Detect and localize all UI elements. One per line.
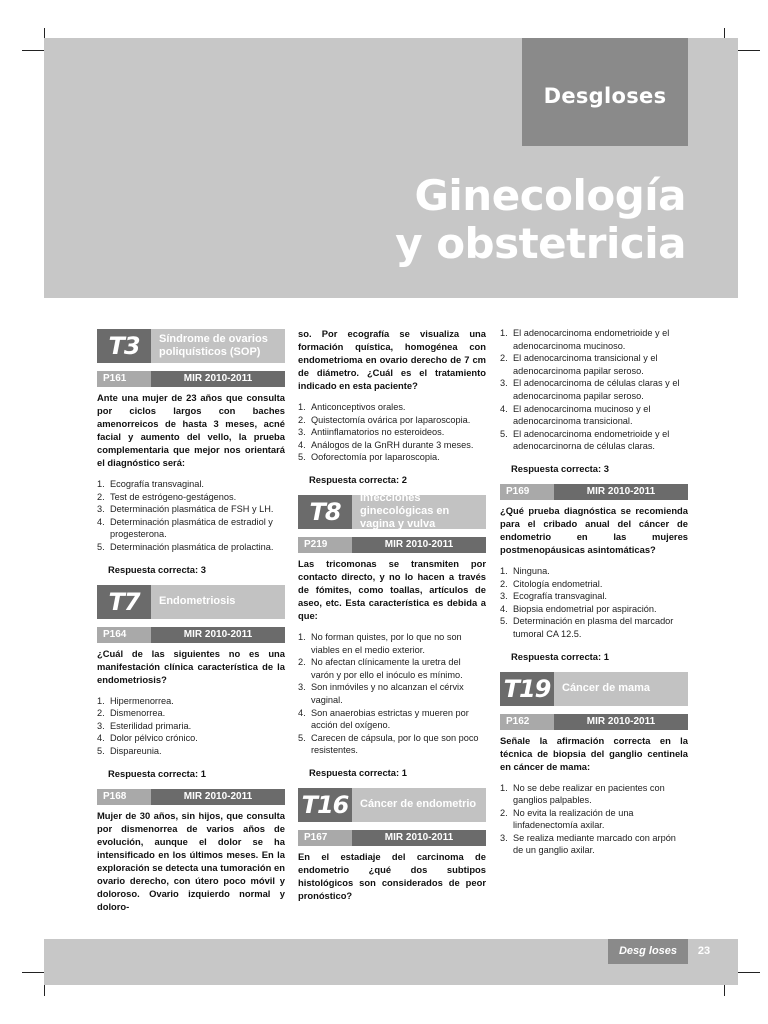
option-item: 2. No afectan clínicamente la uretra del varón y por ello el inóculo es mínimo. [298, 657, 463, 680]
option-item: 2. Quistectomía ovárica por laparoscopia. [298, 414, 471, 425]
question-exam: MIR 2010-2011 [151, 789, 285, 805]
option-item: 1. El adenocarcinoma endometrioide y el adenocarcinoma mucinoso. [500, 328, 670, 351]
question-number: P168 [97, 789, 151, 805]
option-item: 2. Dismenorrea. [97, 708, 166, 719]
column-1 [97, 327, 285, 913]
option-item: 5. Determinación plasmática de prolactina. [97, 541, 274, 552]
option-item: 3. Se realiza mediante marcado con arpón de un ganglio axilar. [500, 832, 676, 856]
option-item: 5. El adenocarcinoma endometrioide y el adenocarcinorna de células claras. [500, 428, 670, 452]
question-bar-p167 [298, 830, 486, 846]
correct-answer: Respuesta correcta: 2 [309, 473, 407, 485]
question-bar-p162 [500, 714, 688, 730]
topic-header-t8 [298, 492, 486, 531]
question-stem-continued: so. Por ecografía se visualiza una formación quística, homogénea con endometrioma en ovario derecho de 7 cm de diámetro. ¿Cuál es el tratamiento indicado en esta paciente? [298, 328, 486, 391]
option-item: 5. Dispareunia. [97, 745, 162, 756]
option-item: 4. Análogos de la GnRH durante 3 meses. [298, 439, 474, 450]
topic-header-t7 [97, 585, 285, 619]
topic-name: Cáncer de endometrio [352, 788, 486, 822]
question-bar-p161 [97, 371, 285, 387]
crop-mark [738, 972, 760, 973]
topic-code: T8 [298, 495, 352, 529]
question-number: P169 [500, 484, 554, 500]
option-item: 1. Ninguna. [500, 565, 550, 576]
question-bar-p219 [298, 537, 486, 553]
question-stem: Mujer de 30 años, sin hijos, que consulta por dismenorrea de varios años de evolución, aunque el dolor se ha intensificado en los últimos meses. En la exploración se detecta una tumoración en ovario derecho, con útero poco móvil y doloroso. Ovario izquierdo normal y doloro- [97, 809, 285, 912]
page-title [395, 172, 686, 268]
question-exam: MIR 2010-2011 [554, 484, 688, 500]
question-exam: MIR 2010-2011 [151, 627, 285, 643]
option-list [298, 631, 486, 757]
option-list [500, 565, 688, 641]
option-list [97, 478, 285, 554]
question-stem: ¿Cuál de las siguientes no es una manifestación clínica característica de la endometriosis? [97, 647, 285, 685]
correct-answer: Respuesta correcta: 1 [309, 766, 407, 778]
option-item: 4. Determinación plasmática de estradiol y progesterona. [97, 516, 273, 540]
question-number: P161 [97, 371, 151, 387]
option-item: 5. Carecen de cápsula, por lo que son poco resistentes. [298, 732, 479, 756]
option-item: 3. Antiinflamatorios no esteroideos. [298, 427, 445, 438]
topic-header-t3 [97, 329, 285, 363]
topic-name: Cáncer de mama [554, 672, 688, 706]
page-title-line-1: Ginecología [414, 171, 686, 220]
footer-section-label: Desg loses [608, 939, 688, 964]
column-3 [500, 327, 688, 857]
question-stem: Señale la afirmación correcta en la técnica de biopsia del ganglio centinela en cáncer de mama: [500, 734, 688, 772]
option-item: 5. Determinación en plasma del marcador tumoral CA 12.5. [500, 616, 674, 639]
option-item: 3. El adenocarcinoma de células claras y el adenocarcinoma papilar seroso. [500, 378, 680, 401]
topic-name: Endometriosis [151, 585, 285, 619]
question-number: P162 [500, 714, 554, 730]
option-item: 3. Determinación plasmática de FSH y LH. [97, 504, 274, 515]
question-bar-p168 [97, 789, 285, 805]
correct-answer: Respuesta correcta: 1 [511, 650, 609, 662]
option-list [500, 782, 688, 858]
question-number: P219 [298, 537, 352, 553]
correct-answer: Respuesta correcta: 3 [511, 462, 609, 474]
question-stem: Ante una mujer de 23 años que consulta por ciclos largos con baches amenorreicos de hasta 3 meses, acné facial y aumento del vello, la prueba complementaria que mejor nos orientará el diagnóstico será: [97, 392, 285, 468]
question-exam: MIR 2010-2011 [352, 830, 486, 846]
option-item: 1. No forman quistes, por lo que no son viables en el medio exterior. [298, 631, 462, 655]
topic-code: T3 [97, 329, 151, 363]
topic-header-t16 [298, 788, 486, 822]
option-list [97, 695, 285, 758]
option-item: 3. Ecografía transvaginal. [500, 591, 607, 602]
option-item: 2. El adenocarcinoma transicional y el adenocarcinoma papilar seroso. [500, 353, 658, 376]
crop-mark [22, 972, 44, 973]
option-item: 2. Test de estrógeno-gestágenos. [97, 491, 237, 502]
topic-code: T7 [97, 585, 151, 619]
option-list [298, 401, 486, 464]
question-stem: En el estadiaje del carcinoma de endometrio ¿qué dos subtipos histológicos son considerados de peor pronóstico? [298, 850, 486, 901]
option-item: 4. Biopsia endometrial por aspiración. [500, 603, 657, 614]
question-bar-p169 [500, 484, 688, 500]
topic-name: Síndrome de ovarios poliquísticos (SOP) [151, 329, 285, 363]
option-item: 2. No evita la realización de una linfadenectomía axilar. [500, 807, 634, 831]
question-exam: MIR 2010-2011 [151, 371, 285, 387]
crop-mark [738, 50, 760, 51]
option-item: 2. Citología endometrial. [500, 578, 603, 589]
option-item: 1. Hipermenorrea. [97, 695, 174, 706]
option-item: 4. El adenocarcinoma mucinoso y el adenocarcinoma transicional. [500, 403, 651, 427]
page-title-line-2: y obstetricia [395, 219, 686, 268]
question-stem: ¿Qué prueba diagnóstica se recomienda para el cribado anual del cáncer de endometrio en las mujeres postmenopáusicas asintomáticas? [500, 504, 688, 555]
option-item: 4. Dolor pélvico crónico. [97, 733, 198, 744]
correct-answer: Respuesta correcta: 3 [108, 563, 206, 575]
page-number: 23 [697, 945, 711, 957]
question-number: P164 [97, 627, 151, 643]
question-number: P167 [298, 830, 352, 846]
option-item: 1. Ecografía transvaginal. [97, 479, 204, 489]
question-bar-p164 [97, 627, 285, 643]
question-exam: MIR 2010-2011 [352, 537, 486, 553]
topic-code: T16 [298, 788, 352, 822]
option-item: 1. Anticonceptivos orales. [298, 402, 406, 412]
option-item: 3. Son inmóviles y no alcanzan el cérvix vaginal. [298, 682, 464, 705]
option-item: 4. Son anaerobias estrictas y mueren por acción del oxígeno. [298, 707, 469, 731]
topic-code: T19 [500, 672, 554, 706]
column-2 [298, 327, 486, 902]
question-exam: MIR 2010-2011 [554, 714, 688, 730]
option-item: 1. No se debe realizar en pacientes con ganglios palpables. [500, 782, 665, 806]
topic-name: Infecciones ginecológicas en vagina y vulva [352, 495, 486, 529]
correct-answer: Respuesta correcta: 1 [108, 767, 206, 779]
option-list [500, 327, 688, 453]
option-item: 5. Ooforectomía por laparoscopia. [298, 452, 440, 463]
question-stem: Las tricomonas se transmiten por contacto directo, y no lo hacen a través de fómites, como toallas, artículos de aseo, etc. Esta característica es debida a que: [298, 557, 486, 621]
option-item: 3. Esterilidad primaria. [97, 720, 192, 731]
crop-mark [22, 50, 44, 51]
topic-header-t19 [500, 672, 688, 706]
section-label: Desgloses [543, 84, 667, 108]
